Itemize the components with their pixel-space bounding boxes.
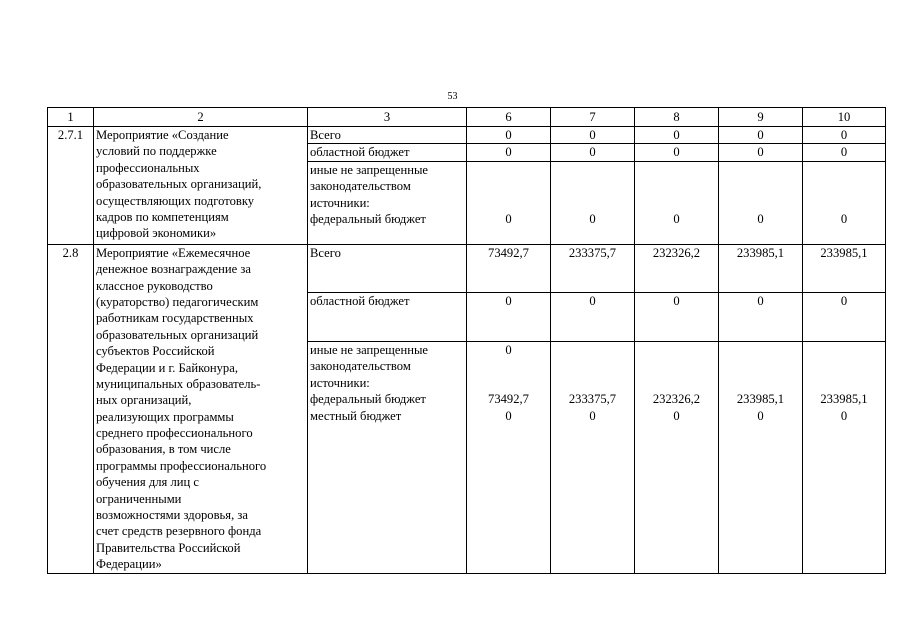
value-cell: 0 xyxy=(803,293,886,342)
row-code: 2.7.1 xyxy=(48,127,94,245)
value-cell xyxy=(803,341,886,573)
header-cell-10: 10 xyxy=(803,108,886,127)
name-line: Мероприятие «Создание xyxy=(96,128,229,142)
value-cell: 233985,1 xyxy=(719,244,803,293)
source-line: законодательством xyxy=(310,359,411,374)
federal-value: 73492,7 xyxy=(488,392,529,407)
value-cell xyxy=(803,161,886,244)
federal-value: 232326,2 xyxy=(652,392,701,407)
value-cell xyxy=(635,341,719,573)
federal-value: 0 xyxy=(505,211,512,226)
name-line: Мероприятие «Ежемесячное xyxy=(96,245,251,260)
page-number: 53 xyxy=(447,91,458,102)
header-cell-2: 2 xyxy=(94,108,308,127)
name-line: денежное вознаграждение за xyxy=(96,262,251,277)
header-cell-7: 7 xyxy=(551,108,635,127)
table-row xyxy=(48,244,886,293)
value-cell: 233985,1 xyxy=(803,244,886,293)
source-total-label: Всего xyxy=(308,127,467,144)
name-line: программы профессионального xyxy=(96,458,267,473)
value-cell: 233375,7 xyxy=(551,244,635,293)
source-regional-label: областной бюджет xyxy=(308,144,467,161)
budget-table xyxy=(47,107,886,574)
name-line: условий по поддержке xyxy=(96,144,217,159)
value-cell: 0 xyxy=(635,293,719,342)
value-cell: 73492,7 xyxy=(467,244,551,293)
source-line: местный бюджет xyxy=(310,408,402,423)
source-line: иные не запрещенные xyxy=(310,162,428,177)
source-line: федеральный бюджет xyxy=(310,392,426,407)
other-first-value: 0 xyxy=(505,342,512,357)
header-cell-9: 9 xyxy=(719,108,803,127)
local-value: 0 xyxy=(673,408,680,423)
federal-value: 233985,1 xyxy=(736,392,785,407)
name-line: Правительства Российской xyxy=(96,540,241,555)
value-cell xyxy=(719,341,803,573)
name-line: образовательных организаций, xyxy=(96,177,262,192)
source-line: источники: xyxy=(310,195,370,210)
header-cell-1: 1 xyxy=(48,108,94,127)
source-total-label: Всего xyxy=(308,244,467,293)
source-regional-label: областной бюджет xyxy=(308,293,467,342)
source-line: источники: xyxy=(310,375,370,390)
federal-value: 233375,7 xyxy=(568,392,617,407)
source-line: законодательством xyxy=(310,179,411,194)
name-line: Федерации и г. Байконура, xyxy=(96,360,238,375)
local-value: 0 xyxy=(589,408,596,423)
value-cell: 0 xyxy=(467,293,551,342)
name-line: счет средств резервного фонда xyxy=(96,524,262,539)
name-line: кадров по компетенциям xyxy=(96,209,229,224)
name-line: осуществляющих подготовку xyxy=(96,193,255,208)
name-line: образовательных организаций xyxy=(96,327,259,342)
value-cell xyxy=(467,341,551,573)
name-line: муниципальных образователь- xyxy=(96,376,261,391)
value-cell: 0 xyxy=(719,127,803,144)
name-line: классное руководство xyxy=(96,278,213,293)
value-cell xyxy=(551,341,635,573)
name-line: работникам государственных xyxy=(96,311,254,326)
local-value: 0 xyxy=(505,408,512,423)
value-cell: 0 xyxy=(551,144,635,161)
row-code: 2.8 xyxy=(48,244,94,573)
federal-value: 0 xyxy=(757,211,764,226)
federal-value: 0 xyxy=(840,211,848,226)
table-row xyxy=(48,127,886,144)
name-line: (кураторство) педагогическим xyxy=(96,294,259,309)
value-cell: 0 xyxy=(551,127,635,144)
local-value: 0 xyxy=(840,408,848,423)
name-line: ограниченными xyxy=(96,491,182,506)
value-cell: 0 xyxy=(803,127,886,144)
name-line: цифровой экономики» xyxy=(96,226,217,241)
local-value: 0 xyxy=(757,408,764,423)
name-line: возможностями здоровья, за xyxy=(96,508,248,523)
header-row xyxy=(48,108,886,127)
source-other-label xyxy=(308,161,467,244)
source-other-label xyxy=(308,341,467,573)
federal-value: 233985,1 xyxy=(820,392,868,407)
name-line: реализующих программы xyxy=(96,409,234,424)
row-name xyxy=(94,127,308,245)
name-line: ных организаций, xyxy=(96,393,192,408)
name-line: субъектов Российской xyxy=(96,344,215,359)
value-cell xyxy=(719,161,803,244)
name-line: среднего профессионального xyxy=(96,426,253,441)
value-cell: 0 xyxy=(551,293,635,342)
value-cell: 0 xyxy=(635,127,719,144)
header-cell-3: 3 xyxy=(308,108,467,127)
value-cell: 0 xyxy=(467,127,551,144)
value-cell: 0 xyxy=(467,144,551,161)
value-cell: 0 xyxy=(635,144,719,161)
header-cell-6: 6 xyxy=(467,108,551,127)
name-line: профессиональных xyxy=(96,160,200,175)
source-line: федеральный бюджет xyxy=(310,211,426,226)
value-cell: 0 xyxy=(719,293,803,342)
value-cell: 0 xyxy=(719,144,803,161)
value-cell xyxy=(635,161,719,244)
name-line: Федерации» xyxy=(96,557,162,572)
value-cell: 232326,2 xyxy=(635,244,719,293)
name-line: образования, в том числе xyxy=(96,442,231,457)
federal-value: 0 xyxy=(589,211,596,226)
source-line: иные не запрещенные xyxy=(310,342,428,357)
value-cell xyxy=(551,161,635,244)
value-cell: 0 xyxy=(803,144,886,161)
header-cell-8: 8 xyxy=(635,108,719,127)
federal-value: 0 xyxy=(673,211,680,226)
name-line: обучения для лиц с xyxy=(96,475,200,490)
row-name xyxy=(94,244,308,573)
value-cell xyxy=(467,161,551,244)
